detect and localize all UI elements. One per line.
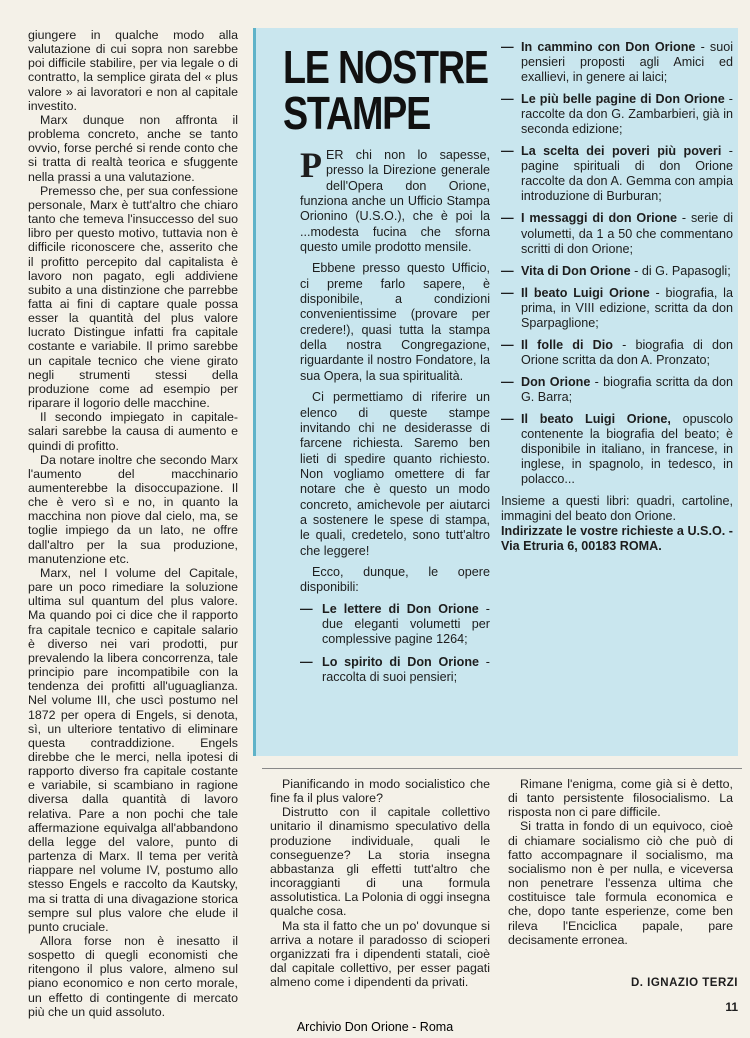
paragraph: Marx dunque non affronta il problema concreto, anche se tanto ovvio, forse perché si rende conto che si tratta di realtà teorica e sfuggente nella prassi a una valutazione. [28,112,238,184]
box-right-column [501,40,733,750]
box-title-line2: STAMPE [283,87,431,139]
paragraph: Rimane l'enigma, come già si è detto, di tanto persistente filosocialismo. La risposta non ci pare difficile. [508,777,733,820]
publication-item [501,211,733,256]
publication-title: Il beato Luigi Orione, [521,411,671,426]
publication-item [300,655,490,686]
paragraph: Distrutto con il capitale collettivo unitario il dinamismo speculativo della produzione individuale, quali le conseguenze? La storia insegna abbastanza gli effetti tutt'altro che incoraggianti di una formula assolutistica. La Polonia di oggi insegna qualche cosa. [270,805,490,919]
publication-title: Le più belle pagine di Don Orione [521,92,725,107]
paragraph: Si tratta in fondo di un equivoco, cioè di chiamare socialismo ciò che può di fatto accompagnare il socialismo, ma socialismo non è per nulla, e viceversa non penetrare l'essenza ultima che costituisce tale formula economica e che, dopo tante esperienze, come ben rileva l'Enciclica papale, pare decisamente erronea. [508,819,733,947]
box-paragraph: Ebbene presso questo Ufficio, ci preme farlo sapere, è disponibile, a condizioni convenientissime (provare per credere!), quasi tutta la stampa della nostra Congregazione, riguardante il nostro Fondatore, la sua Opera, la sua spiritualità. [300,261,490,383]
archive-footer: Archivio Don Orione - Roma [296,1020,454,1034]
box-title-line1: LE NOSTRE [283,41,488,93]
publication-title: In cammino con Don Orione [521,40,696,54]
middle-column [270,777,490,999]
paragraph: Marx, nel I volume del Capitale, pare un poco rimediare la soluzione ultima sul quantum del plus valore. Ma quando poi ci dice che il rapporto fra capitale tecnico e capitale salario è diverso nei vari prodotti, pur prevalendo la libera concorrenza, tale principio pare incompatibile con la tendenza dei profitti all'uguaglianza. Nel volume III, che uscì postumo nel 1872 per opera di Engels, si denota, sì, un ulteriore tentativo di eliminare questa contraddizione. Engels direbbe che le merci, nella ipotesi di rapporto diverso fra capitale costante e variabile, si scambiano in ragione diversa dalla quantità di lavoro relativa. Pare a non pochi che tale affermazione equivalga all'abbandono della legge del valore, punto di partenza di Marx. Il tema per verità riappare nel volume IV, postumo allo stesso Engels e raccolto da Kautsky, ma si tratta di una divagazione storica sempre sul plus valore che elude il punto cruciale. [28,565,238,934]
publication-item [501,92,733,137]
dash-bullet: — [501,144,514,159]
publication-item [501,412,733,487]
publication-description: - biografia di don Orione scritta da don A. Pronzato; [521,337,733,367]
publication-description: - serie di volumetti, da 1 a 50 che commentano scritti di don Orione; [521,211,733,256]
publication-description: - biografia, la prima, in VIII edizione, scritta da don Sparpaglione; [521,285,733,330]
box-intro-text: ER chi non lo sapesse, presso la Direzione generale dell'Opera don Orione, funziona anche un Ufficio Stampa Orionino (U.S.O.), che è poi la ...modesta fucina che sforna questo umile prodotto mensile. [300,148,490,255]
box-paragraph: Ci permettiamo di riferire un elenco di queste stampe invitando chi ne desiderasse di farcene richiesta. Saremo ben lieti di spedire quanto richiesto. Non vogliamo omettere di far notare che è questo un modo concreto, amichevole per aiutarci a sostenere le spese di stampa, le quali, credetelo, sono tutt'altro che leggere! [300,390,490,558]
dash-bullet: — [501,40,514,54]
publication-list-right [501,40,733,487]
publication-item [501,40,733,85]
publication-description: - di G. Papasogli; [630,263,731,278]
publication-description: - due eleganti volumetti per complessive pagine 1264; [322,601,490,647]
dash-bullet: — [501,285,514,300]
publication-list-left [300,602,490,686]
publication-description: - raccolte da don G. Zambarbieri, già in seconda edizione; [521,92,733,137]
box-left-column [300,145,490,748]
paragraph: Premesso che, per sua confessione personale, Marx è tutt'altro che chiaro tanto che temeva l'insuccesso del suo libro per questo motivo, tuttavia non è difficile riconoscere che, asserito che il profitto percepito dal capitalista è lavoro non pagato, egli addiviene subito a una distinzione che parrebbe fatta ai fini di captare quale possa esser la quantità del plus valore lucrato Distingue infatti fra capitale costante e variabile. Il primo sarebbe un capitale tecnico che viene girato negli strumenti stessi della produzione come ad esempio per riparare il logorio delle macchine. [28,183,238,411]
box-intro [300,145,490,255]
dash-bullet: — [300,601,313,616]
box-title [283,41,488,139]
publication-title: I messaggi di don Orione [521,211,678,226]
author-signature: D. IGNAZIO TERZI [630,977,738,989]
paragraph: Allora forse non è inesatto il sospetto di quegli economisti che ritengono il plus valore, almeno sul piano economico e non certo morale, un effetto di contingente di mercato più che un quid assoluto. [28,934,238,1019]
publication-description: - suoi pensieri proposti agli Amici ed exallievi, in genere ai laici; [521,40,734,85]
paragraph: Il secondo impiegato in capitale-salari sarebbe la causa di aumento e quindi di profitto. [28,410,238,453]
publication-description: - raccolta di suoi pensieri; [322,654,490,684]
publication-item [501,286,733,331]
box-closing: Insieme a questi libri: quadri, cartoline, immagini del beato don Orione. [501,494,733,524]
publication-title: Lo spirito di Don Orione [322,654,480,669]
box-paragraph: Ecco, dunque, le opere disponibili: [300,564,490,595]
right-column [508,777,733,977]
publication-description: opuscolo contenente la biografia del beato; è disponibile in italiano, in francese, in inglese, in spagnolo, in tedesco, in polacco... [521,411,733,487]
dash-bullet: — [501,337,514,352]
box-border [253,28,256,756]
dash-bullet: — [501,263,514,278]
dash-bullet: — [501,374,514,389]
publication-item [501,338,733,368]
dash-bullet: — [501,411,514,426]
dash-bullet: — [300,654,313,669]
publication-item [501,144,733,204]
paragraph: Pianificando in modo socialistico che fine fa il plus valore? [270,777,490,806]
publication-title: Don Orione [521,374,591,389]
publication-title: La scelta dei poveri più poveri [521,144,722,159]
paragraph: Da notare inoltre che secondo Marx l'aumento del macchinario aumenterebbe la disoccupazione. Il che è vero sì e no, in quanto la macchina non piove dal cielo, ma, se toglie impiego da un lato, ne offre dall'altro per la sua produzione, manutenzione etc. [28,452,238,566]
paragraph: Ma sta il fatto che un po' dovunque si arriva a notare il paradosso di scioperi organizzati fra i dipendenti statali, cioè dal capitale collettivo, per esser pagati almeno come i dipendenti da privati. [270,918,490,990]
dash-bullet: — [501,211,514,226]
dash-bullet: — [501,92,514,107]
publication-title: Le lettere di Don Orione [322,601,479,616]
publication-item [501,375,733,405]
publication-title: Il folle di Dio [521,337,613,352]
publication-title: Il beato Luigi Orione [521,285,650,300]
publication-item [300,602,490,648]
page-number: 11 [725,1000,738,1014]
section-divider [262,768,742,769]
box-address: Indirizzate le vostre richieste a U.S.O. - Via Etruria 6, 00183 ROMA. [501,524,733,554]
paragraph: giungere in qualche modo alla valutazione di cui sopra non sarebbe poi difficile stabilire, per via legale o di contratto, la semplice girata del « plus valore » ai lavoratori e non al capitale investito. [28,28,238,113]
drop-cap: P [300,145,322,185]
le-nostre-stampe-box [253,28,738,756]
publication-title: Vita di Don Orione [521,263,631,278]
publication-item [501,264,733,279]
publication-description: - pagine spirituali di don Orione raccolte da don A. Gemma con ampia introduzione di Burburan; [521,144,733,204]
publication-description: - biografia scritta da don G. Barra; [521,374,733,404]
left-column [28,28,238,1019]
